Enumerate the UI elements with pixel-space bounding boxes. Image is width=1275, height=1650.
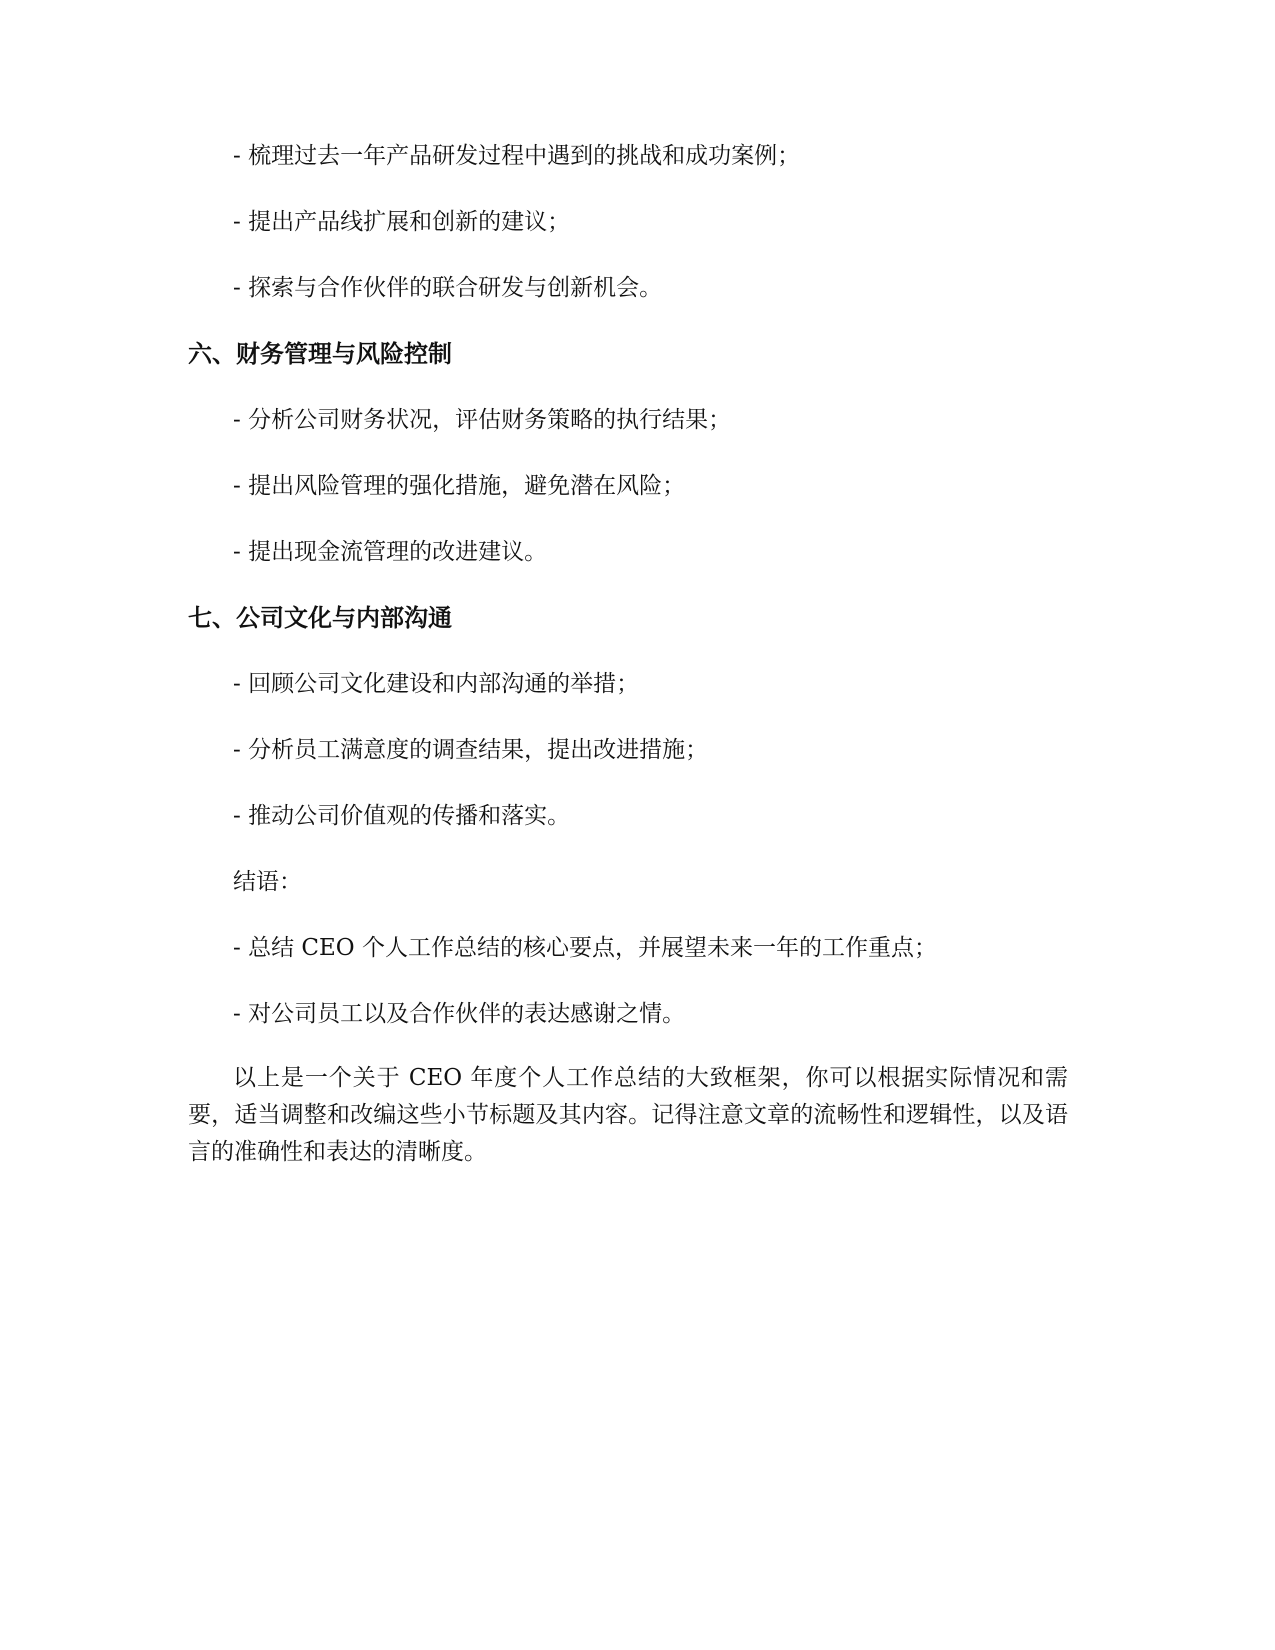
list-item: - 提出产品线扩展和创新的建议； [233, 209, 571, 235]
list-item: - 总结 CEO 个人工作总结的核心要点，并展望未来一年的工作重点； [233, 935, 937, 961]
list-item: - 探索与合作伙伴的联合研发与创新机会。 [233, 275, 663, 301]
list-item: - 分析员工满意度的调查结果，提出改进措施； [233, 737, 709, 763]
document-body [188, 140, 1088, 1171]
section-heading-finance: 六、财务管理与风险控制 [188, 340, 452, 368]
list-item: - 对公司员工以及合作伙伴的表达感谢之情。 [233, 1001, 686, 1027]
list-item: - 推动公司价值观的传播和落实。 [233, 803, 571, 829]
list-item: - 分析公司财务状况，评估财务策略的执行结果； [233, 407, 732, 433]
section-heading-culture: 七、公司文化与内部沟通 [188, 604, 452, 632]
closing-paragraph: 以上是一个关于 CEO 年度个人工作总结的大致框架，你可以根据实际情况和需要，适当调整和改编这些小节标题及其内容。记得注意文章的流畅性和逻辑性，以及语言的准确性和表达的清晰度。 [188, 1065, 1068, 1165]
list-item: - 梳理过去一年产品研发过程中遇到的挑战和成功案例； [233, 143, 801, 169]
list-item: - 提出现金流管理的改进建议。 [233, 539, 548, 565]
list-item: - 提出风险管理的强化措施，避免潜在风险； [233, 473, 686, 499]
conclusion-label: 结语： [233, 869, 302, 895]
list-item: - 回顾公司文化建设和内部沟通的举措； [233, 671, 640, 697]
